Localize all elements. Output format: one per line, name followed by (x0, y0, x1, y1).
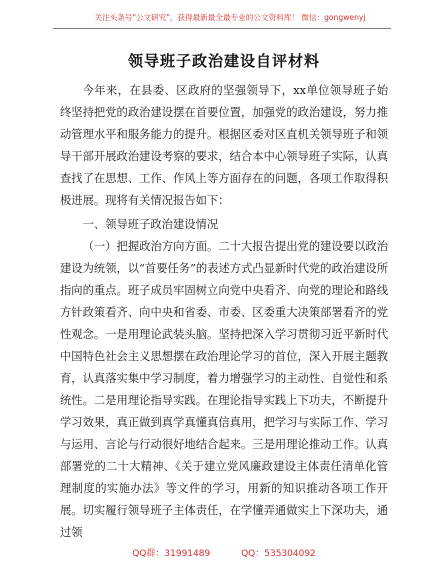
header-divider (53, 28, 391, 29)
header-promo-note: 关注头条号"公文研究"，获得最新最全最专业的公文资料库！ 微信：gongwenyj (94, 13, 366, 22)
intro-paragraph (60, 80, 388, 212)
document-title: 领导班子政治建设自评材料 (127, 52, 320, 70)
body-paragraph-text: （一）把握政治方向方面。二十大报告提出党的建设要以政治建设为统领，以“首要任务”的表述方式凸显新时代党的政治建设所指向的重点。班子成员牢固树立向党中央看齐、向党的理论和路线方针政策看齐、向中央和省委、市委、区委重大决策部署看齐的党性观念。一是用理论武装头脑。坚持把深入学习贯彻习近平新时代中国特色社会主义思想摆在政治理论学习的首位，深入开展主题教育，认真落实集中学习制度，着力增强学习的主动性、自觉性和系统性。二是用理论指导实践。在理论指导实践上下功夫，不断提升学习效果，真正做到真学真懂真信真用，把学习与实际工作、学习与运用、言论与行动很好地结合起来。三是用理论推动工作。认真部署党的二十大精神、《关于建立党风廉政建设主体责任清单化管理制度的实施办法》等文件的学习，用新的知识推动各项工作开展。切实履行领导班子主体责任，在学懂弄通做实上下深功夫，通过领 (60, 240, 388, 539)
footer-qq-group: QQ群：31991489 (132, 549, 211, 559)
section-heading-text: 一、领导班子政治建设情况 (82, 218, 219, 231)
section-heading (60, 214, 388, 236)
footer-contact (0, 546, 448, 559)
intro-text: 今年来，在县委、区政府的坚强领导下，xx单位领导班子始终坚持把党的政治建设摆在首要位置，加强党的政治建设，努力推动管理水平和服务能力的提升。根据区委对区直机关领导班子和领导干部开展政治建设考察的要求，结合本中心领导班子实际，认真查找了在思想、工作、作风上等方面存在的问题，各项工作取得积极进展。现将有关情况报告如下： (60, 84, 388, 207)
body-paragraph (60, 236, 388, 544)
footer-qq: QQ：535304092 (241, 549, 316, 559)
